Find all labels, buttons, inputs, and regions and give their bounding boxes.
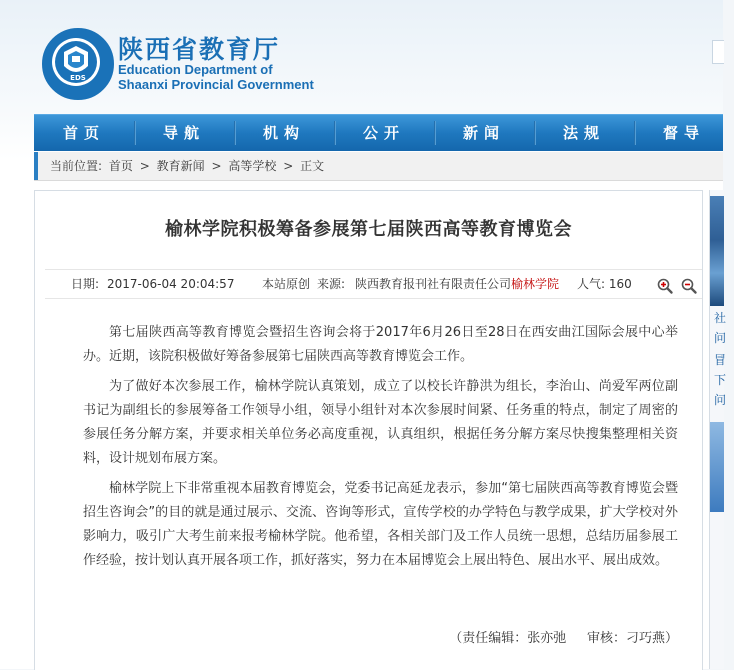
sidebar-text-char[interactable]: 问 [714, 393, 727, 407]
breadcrumb-accent-bar [34, 152, 38, 180]
article-body [83, 321, 678, 579]
article-paragraph: 为了做好本次参展工作，榆林学院认真策划，成立了以校长许静洪为组长，李治山、尚爱军两位副书记为副组长的参展筹备工作领导小组，领导小组针对本次参展时间紧、任务重的特点，制定了周密的参展任务分解方案，并要求相关单位务必高度重视，认真组织，根据任务分解方案尽快搜集整理相关资料，设计规划布展方案。 [83, 379, 678, 466]
sidebar-text-char[interactable]: 社 [714, 311, 727, 325]
site-name-en-line1: Education Department of [118, 62, 273, 77]
breadcrumb-separator: > [139, 159, 150, 173]
zoom-out-icon[interactable] [681, 276, 697, 292]
source-label: 来源: [317, 277, 346, 291]
site-name-cn[interactable]: 陕西省教育厅 [118, 35, 281, 64]
nav-item-regulations[interactable]: 法规 [562, 124, 605, 142]
nav-item-news[interactable]: 新闻 [462, 124, 505, 142]
editor-credit [35, 627, 678, 646]
nav-item-organization[interactable]: 机构 [262, 124, 305, 142]
popularity-value: 160 [608, 277, 632, 291]
sidebar-card-image[interactable] [710, 422, 724, 512]
breadcrumb-higher-education[interactable]: 高等学校 [228, 159, 277, 173]
header-search-box-edge[interactable] [712, 40, 724, 64]
article-title: 榆林学院积极筹备参展第七届陕西高等教育博览会 [165, 219, 572, 240]
breadcrumb-current: 正文 [300, 159, 325, 173]
nav-item-public[interactable]: 公开 [362, 124, 405, 142]
breadcrumb-education-news[interactable]: 教育新闻 [156, 159, 205, 173]
zoom-in-icon[interactable] [657, 276, 673, 292]
nav-item-supervision[interactable]: 督导 [662, 124, 705, 142]
right-sidebar-edge [709, 190, 727, 669]
breadcrumb-separator: > [211, 159, 222, 173]
site-header [0, 0, 723, 112]
breadcrumb [34, 152, 723, 181]
nav-item-home[interactable]: 首页 [62, 124, 105, 142]
popularity-label: 人气: [577, 277, 606, 291]
sidebar-text-char[interactable]: 问 [714, 331, 727, 345]
breadcrumb-separator: > [283, 159, 294, 173]
date-label: 日期: [71, 277, 100, 291]
original-tag: 本站原创 [262, 277, 311, 291]
popularity-count [577, 270, 632, 298]
sidebar-text-char[interactable]: 冒 [714, 353, 727, 367]
seal-core-text: EDS [70, 74, 86, 82]
article-panel [34, 190, 703, 670]
article-meta-bar [45, 269, 702, 299]
article-paragraph: 第七届陕西高等教育博览会暨招生咨询会将于2017年6月26日至28日在西安曲江国际会展中心举办。近期，该院积极做好筹备参展第七届陕西高等教育博览会工作。 [83, 325, 678, 364]
site-name-en-line2: Shaanxi Provincial Government [118, 77, 314, 92]
school-link[interactable]: 榆林学院 [511, 277, 560, 291]
breadcrumb-prefix: 当前位置: [50, 159, 103, 173]
sidebar-banner-image[interactable] [710, 196, 724, 306]
department-seal-logo[interactable] [42, 28, 114, 100]
reviewer: 审核：刁巧燕） [586, 631, 678, 646]
sidebar-text-char[interactable]: 下 [714, 373, 727, 387]
breadcrumb-home[interactable]: 首页 [108, 159, 133, 173]
article-paragraph: 榆林学院上下非常重视本届教育博览会，党委书记高延龙表示，参加“第七届陕西高等教育博览会暨招生咨询会”的目的就是通过展示、交流、咨询等形式，宣传学校的办学特色与教学成果，扩大学校对外影响力，吸引广大考生前来报考榆林学院。他希望，各相关部门及工作人员统一思想，总结历届参展工作经验，按计划认真开展各项工作，抓好落实，努力在本届博览会上展出特色、展出水平、展出成效。 [83, 481, 678, 568]
responsible-editor: （责任编辑：张亦弛 [449, 631, 567, 646]
nav-item-guide[interactable]: 导航 [162, 124, 205, 142]
seal-ring-icon [42, 28, 110, 96]
source-value: 陕西教育报刊社有限责任公司 [355, 277, 512, 291]
publish-date: 2017-06-04 20:04:57 [107, 277, 235, 291]
main-nav [34, 114, 723, 151]
